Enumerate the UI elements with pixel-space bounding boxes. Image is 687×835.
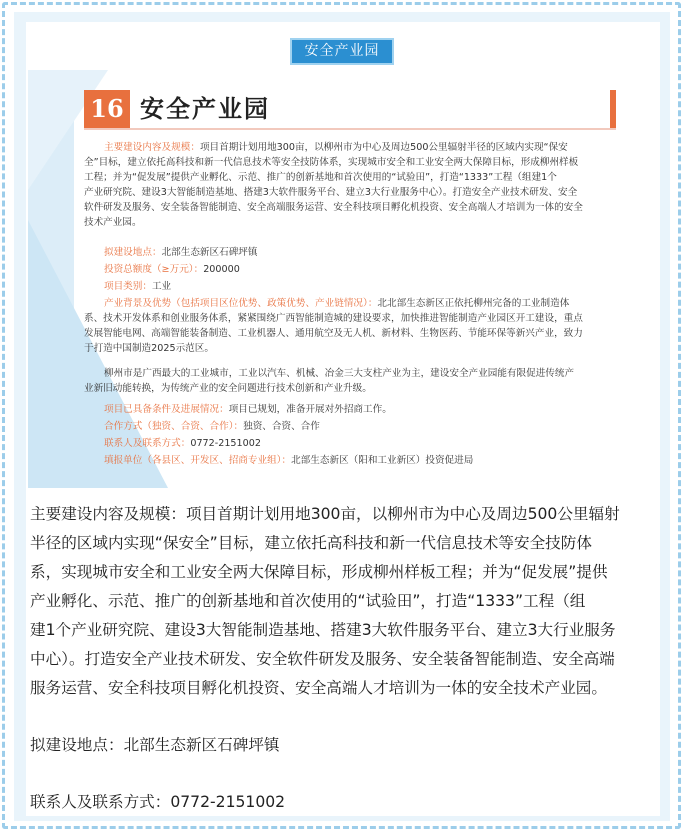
body-contact-line: 联系人及联系方式：0772-2151002	[30, 793, 286, 811]
unit-row	[104, 453, 473, 468]
background-text: 北北部生态新区正依托柳州完备的工业制造体	[377, 298, 570, 309]
cooperation-label: 合作方式（独资、合资、合作）：	[104, 421, 244, 432]
background-line: 系、技术开发体系和创业服务体系，紧紧围绕广西智能制造城的建设要求，加快推进智能制造产业园区开工建设，重点	[84, 313, 583, 324]
unit-label: 填报单位（各县区、开发区、招商专业组）：	[104, 455, 292, 466]
contact-value: 0772-2151002	[190, 438, 261, 449]
contact-label: 联系人及联系方式：	[104, 438, 191, 449]
unit-value: 北部生态新区（阳和工业新区）投资促进局	[291, 455, 474, 466]
intro-label: 主要建设内容及规模：	[104, 142, 200, 153]
section-tag: 安全产业园	[290, 38, 394, 65]
investment-value: 200000	[203, 264, 240, 275]
body-paragraph-line: 服务运营、安全科技项目孵化机投资、安全高端人才培训为一体的安全技术产业园。	[30, 679, 607, 697]
intro-text: 项目首期计划用地300亩，以柳州市为中心及周边500公里辐射半径的区域内实现“保安	[199, 142, 568, 153]
body-paragraph-line: 系，实现城市安全和工业安全两大保障目标，形成柳州样板工程；并为“促发展”提供	[30, 563, 608, 581]
header-accent	[610, 90, 616, 128]
background-line: 业新旧动能转换，为传统产业的安全问题进行技术创新和产业升级。	[84, 383, 372, 394]
poster-intro-line: 产业研究院、建设3大智能制造基地、搭建3大软件服务平台、建立3大行业服务中心）。打造安全产业技术研发、安全	[84, 187, 578, 198]
conditions-label: 项目已具备条件及进展情况：	[104, 404, 229, 415]
cooperation-value: 独资、合资、合作	[243, 421, 320, 432]
poster-intro-line: 技术产业园。	[84, 217, 142, 228]
location-value: 北部生态新区石碑坪镇	[161, 247, 258, 258]
poster-intro-line: 全”目标，建立依托高科技和新一代信息技术等安全技防体系，实现城市安全和工业安全两大保障目标，形成柳州样板	[84, 157, 579, 168]
body-paragraph-line: 主要建设内容及规模：项目首期计划用地300亩，以柳州市为中心及周边500公里辐射	[30, 505, 620, 523]
contact-row	[104, 436, 261, 451]
investment-row	[104, 262, 240, 277]
project-title: 安全产业园	[140, 94, 270, 123]
category-value: 工业	[151, 281, 172, 292]
background-line: 于打造中国制造2025示范区。	[84, 343, 214, 354]
body-paragraph-line: 中心）。打造安全产业技术研发、安全软件研发及服务、安全装备智能制造、安全高端	[30, 650, 615, 668]
background-label: 产业背景及优势（包括项目区位优势、政策优势、产业链情况）：	[104, 298, 378, 309]
category-row	[104, 279, 171, 294]
body-location-line: 拟建设地点：北部生态新区石碑坪镇	[30, 736, 280, 754]
body-paragraph-line: 建1个产业研究院、建设3大智能制造基地、搭建3大软件服务平台、建立3大行业服务	[30, 621, 616, 639]
background-row	[104, 296, 569, 311]
category-label: 项目类别：	[104, 281, 152, 292]
cooperation-row	[104, 419, 320, 434]
background-line: 发展智能电网、高端智能装备制造、工业机器人、通用航空及无人机、新材料、生物医药、节能环保等新兴产业，致力	[84, 328, 583, 339]
body-paragraph-line: 半径的区域内实现“保安全”目标，建立依托高科技和新一代信息技术等安全技防体	[30, 534, 592, 552]
poster-intro-line	[104, 140, 568, 155]
poster-intro-line: 软件研发及服务、安全装备智能制造、安全高端服务运营、安全科技项目孵化机投资、安全高端人才培训为一体的安全	[84, 202, 583, 213]
poster-intro-line: 工程；并为“促发展”提供产业孵化、示范、推广的创新基地和首次使用的“试验田”，打造“1333”工程（组建1个	[84, 172, 557, 183]
project-number: 16	[84, 90, 130, 128]
conditions-row	[104, 402, 392, 417]
body-paragraph-line: 产业孵化、示范、推广的创新基地和首次使用的“试验田”，打造“1333”工程（组	[30, 592, 586, 610]
location-label: 拟建设地点：	[104, 247, 162, 258]
background-line: 柳州市是广西最大的工业城市，工业以汽车、机械、冶金三大支柱产业为主，建设安全产业园能有限促进传统产	[104, 368, 575, 379]
investment-label: 投资总额度（≥万元）：	[104, 264, 204, 275]
location-row	[104, 245, 258, 260]
conditions-value: 项目已规划，准备开展对外招商工作。	[228, 404, 392, 415]
